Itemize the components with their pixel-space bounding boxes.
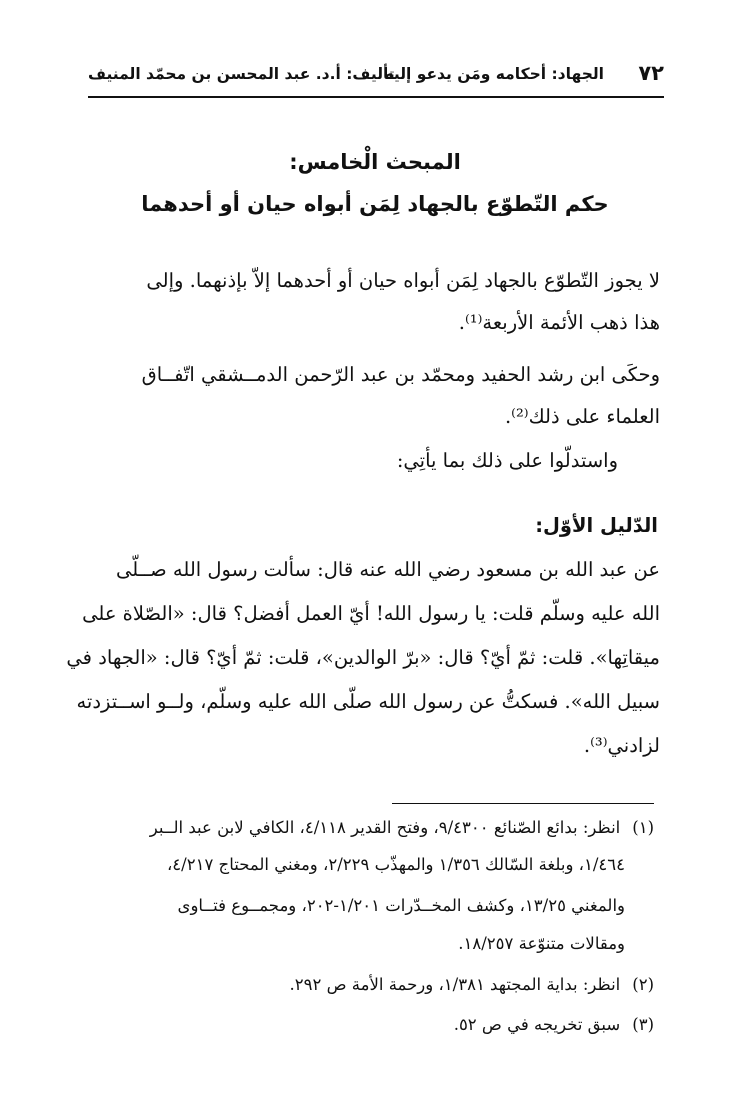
- footnote-1-line: ١/٤٦٤، وبلغة السّالك ١/٣٥٦ والمهذّب ٢/٢٢٩، ومغني المحتاج ٤/٢١٧،: [166, 855, 625, 874]
- footnote-1-line: ومقالات متنوّعة ١٨/٢٥٧.: [458, 934, 625, 953]
- body-line: واستدلّوا على ذلك بما يأتِي:: [396, 449, 618, 472]
- section-label: المبحث الْخامس:: [289, 150, 461, 174]
- evidence-heading: الدّليل الأوّل:: [535, 514, 658, 537]
- evidence-line: ميقاتِها». قلت: ثمّ أيّ؟ قال: «برّ الوالدين»، قلت: ثمّ أيّ؟ قال: «الجهاد في: [66, 646, 660, 669]
- body-line: لا يجوز التّطوّع بالجهاد لِمَن أبواه حيان أو أحدهما إلاّ بإذنهما. وإلى: [146, 269, 660, 292]
- footnote-text: انظر: بدائع الصّنائع ٩/٤٣٠٠، وفتح القدير ٤/١١٨، الكافي لابن عبد الــبر: [149, 818, 621, 837]
- evidence-line: عن عبد الله بن مسعود رضي الله عنه قال: سألت رسول الله صــلّى: [116, 558, 660, 581]
- footnote-2: [86, 977, 654, 994]
- evidence-line: لزادني⁽³⁾.: [583, 734, 660, 757]
- footnote-number: (١): [632, 818, 654, 837]
- body-line: وحكَى ابن رشد الحفيد ومحمّد بن عبد الرّحمن الدمــشقي اتّفــاق: [141, 363, 660, 386]
- footnote-text: سبق تخريجه في ص ٥٢.: [453, 1015, 621, 1034]
- book-title: الجهاد: أحكامه ومَن يدعو إليه: [384, 65, 604, 83]
- footnote-3: [86, 1017, 654, 1034]
- evidence-line: الله عليه وسلّم قلت: يا رسول الله! أيّ العمل أفضل؟ قال: «الصّلاة على: [82, 602, 660, 625]
- body-line: العلماء على ذلك⁽²⁾.: [504, 405, 660, 428]
- body-line: هذا ذهب الأئمة الأربعة⁽¹⁾.: [458, 311, 660, 334]
- footnote-number: (٣): [632, 1015, 654, 1034]
- header-rule: [88, 96, 664, 98]
- footnote-1-line: والمغني ١٣/٢٥، وكشف المخــدّرات ١/٢٠١-٢٠٢، ومجمــوع فتــاوى: [177, 896, 625, 915]
- footnote-1: [86, 820, 654, 837]
- evidence-line: سبيل الله». فسكتُّ عن رسول الله صلّى الله عليه وسلّم، ولــو اســتزدته: [76, 690, 660, 713]
- footnote-text: انظر: بداية المجتهد ١/٣٨١، ورحمة الأمة ص ٢٩٢.: [289, 975, 621, 994]
- footnote-number: (٢): [632, 975, 654, 994]
- running-head: [88, 63, 664, 93]
- page-number: ٧٢: [638, 61, 664, 85]
- section-title: حكم التّطوّع بالجهاد لِمَن أبواه حيان أو أحدهما: [141, 192, 609, 216]
- author-credit: تأليف: أ.د. عبد المحسن بن محمّد المنيف: [88, 65, 395, 83]
- footnote-rule: [392, 803, 654, 804]
